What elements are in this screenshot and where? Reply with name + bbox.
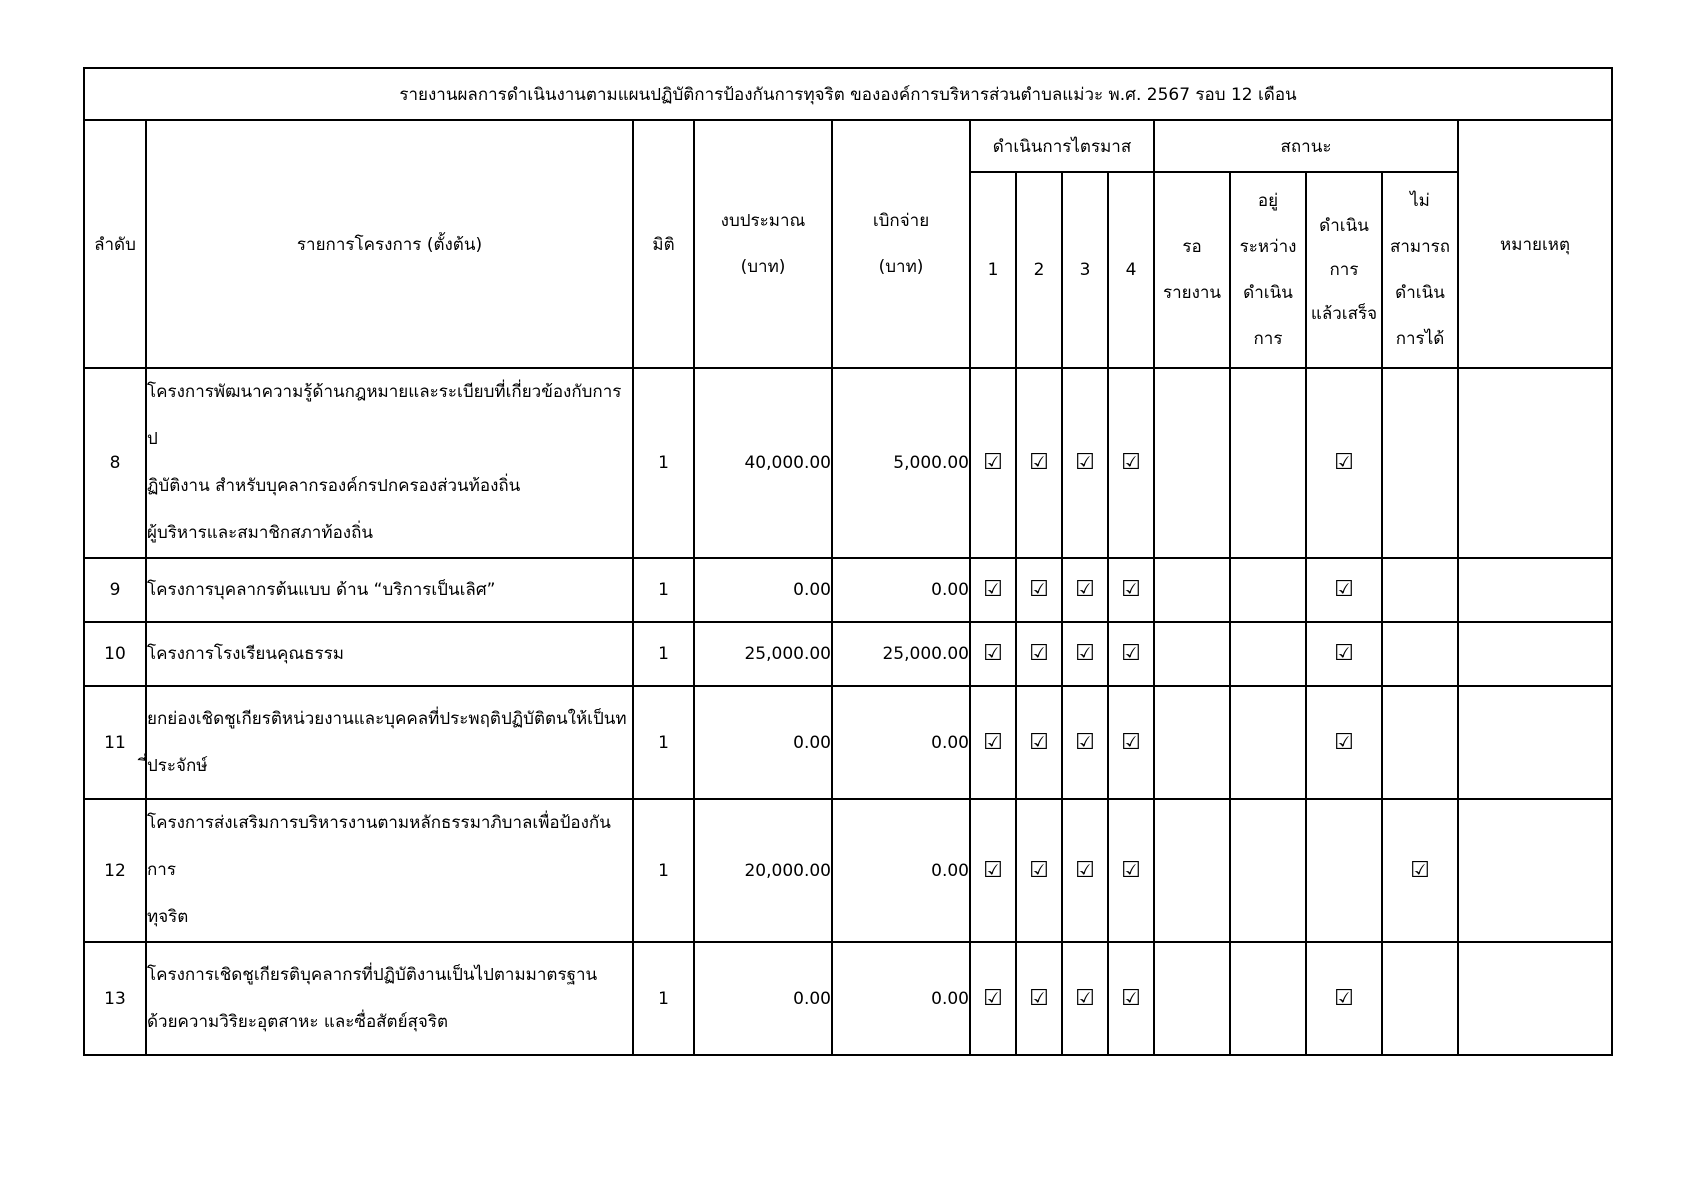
project-name-line: โครงการพัฒนาความรู้ด้านกฎหมายและระเบียบที่เกี่ยวข้องกับการป [147,382,622,449]
checkbox-checked-icon: ☑ [983,985,1003,1011]
remarks-cell [1458,799,1612,942]
remarks-cell [1458,368,1612,558]
header-status-in-progress-line: ดำเนิน [1243,283,1293,303]
quarter-3-cell [1062,368,1108,558]
status-unable-cell [1382,686,1458,799]
project-name-line: โครงการเชิดชูเกียรติบุคลากรที่ปฏิบัติงานเป็นไปตามมาตรฐาน [147,964,598,985]
project-name-line: ทุจริต [147,907,189,927]
header-budget [694,120,832,368]
row-number: 8 [84,368,146,558]
project-name-line: ี่ประจักษ์ [147,755,208,776]
report-title: รายงานผลการดำเนินงานตามแผนปฏิบัติการป้องกันการทุจริต ขององค์การบริหารส่วนตำบลแม่วะ พ.ศ. 2567 รอบ 12 เดือน [84,68,1612,120]
header-status-done-line: การ [1329,260,1359,280]
row-number: 12 [84,799,146,942]
checkbox-checked-icon: ☑ [1029,729,1049,755]
spent-value: 0.00 [832,686,970,799]
status-in-progress-cell [1230,942,1306,1055]
quarter-4-cell [1108,686,1154,799]
status-waiting-cell [1154,622,1230,686]
budget-value: 20,000.00 [694,799,832,942]
header-project: รายการโครงการ (ตั้งต้น) [146,120,633,368]
checkbox-checked-icon: ☑ [1334,577,1354,602]
status-in-progress-cell [1230,622,1306,686]
quarter-1-cell [970,686,1016,799]
status-waiting-cell [1154,558,1230,622]
quarter-4-cell [1108,799,1154,942]
table-row [84,368,1612,558]
checkbox-checked-icon: ☑ [1029,641,1049,666]
status-unable-cell [1382,558,1458,622]
checkbox-checked-icon: ☑ [1410,857,1430,883]
header-status-done-line: ดำเนิน [1319,216,1369,236]
project-name [146,622,633,686]
table-row [84,799,1612,942]
table-row [84,686,1612,799]
header-status-done [1306,172,1382,368]
spent-value: 0.00 [832,942,970,1055]
status-done-cell [1306,942,1382,1055]
quarter-2-cell [1016,942,1062,1055]
remarks-cell [1458,686,1612,799]
header-remarks: หมายเหตุ [1458,120,1612,368]
checkbox-checked-icon: ☑ [1075,577,1095,602]
checkbox-checked-icon: ☑ [1121,450,1141,475]
quarter-2-cell [1016,368,1062,558]
quarter-4-cell [1108,942,1154,1055]
header-spent-line2: (บาท) [878,257,924,277]
header-budget-line2: (บาท) [740,257,786,277]
header-status-in-progress-line: ระหว่าง [1239,237,1297,257]
quarter-1-cell [970,368,1016,558]
checkbox-checked-icon: ☑ [1121,729,1141,755]
dimension-value: 1 [633,558,694,622]
header-status-in-progress-line: การ [1253,329,1283,349]
budget-value: 0.00 [694,558,832,622]
dimension-value: 1 [633,686,694,799]
table-row [84,558,1612,622]
header-status-group: สถานะ [1154,120,1458,172]
spent-value: 0.00 [832,799,970,942]
checkbox-checked-icon: ☑ [1029,577,1049,602]
checkbox-checked-icon: ☑ [1334,729,1354,755]
row-number: 10 [84,622,146,686]
report-table [83,67,1613,1056]
quarter-1-cell [970,622,1016,686]
quarter-4-cell [1108,558,1154,622]
checkbox-checked-icon: ☑ [1029,857,1049,883]
checkbox-checked-icon: ☑ [1029,985,1049,1011]
status-in-progress-cell [1230,686,1306,799]
quarter-2-cell [1016,799,1062,942]
spent-value: 5,000.00 [832,368,970,558]
header-order: ลำดับ [84,120,146,368]
header-spent [832,120,970,368]
row-number: 11 [84,686,146,799]
status-done-cell [1306,799,1382,942]
table-row [84,622,1612,686]
project-name-line: ยกย่องเชิดชูเกียรติหน่วยงานและบุคคลที่ประพฤติปฏิบัติตนให้เป็นท [147,708,627,729]
quarter-3-cell [1062,799,1108,942]
quarter-4-cell [1108,368,1154,558]
project-name-line: ผู้บริหารและสมาชิกสภาท้องถิ่น [147,523,373,543]
status-done-cell [1306,368,1382,558]
header-quarter-1: 1 [970,172,1016,368]
header-status-unable [1382,172,1458,368]
header-status-waiting-line: รอ [1182,237,1202,257]
budget-value: 0.00 [694,686,832,799]
checkbox-checked-icon: ☑ [1075,729,1095,755]
status-waiting-cell [1154,368,1230,558]
budget-value: 0.00 [694,942,832,1055]
table-row [84,942,1612,1055]
row-number: 13 [84,942,146,1055]
checkbox-checked-icon: ☑ [983,450,1003,475]
quarter-3-cell [1062,558,1108,622]
checkbox-checked-icon: ☑ [1075,450,1095,475]
status-in-progress-cell [1230,799,1306,942]
checkbox-checked-icon: ☑ [1121,641,1141,666]
checkbox-checked-icon: ☑ [1075,985,1095,1011]
header-quarter-2: 2 [1016,172,1062,368]
project-name [146,368,633,558]
header-status-unable-line: สามารถ [1389,237,1451,257]
checkbox-checked-icon: ☑ [1075,641,1095,666]
checkbox-checked-icon: ☑ [1121,985,1141,1011]
header-quarter-group: ดำเนินการไตรมาส [970,120,1154,172]
status-in-progress-cell [1230,558,1306,622]
checkbox-checked-icon: ☑ [1075,857,1095,883]
status-waiting-cell [1154,942,1230,1055]
quarter-1-cell [970,942,1016,1055]
status-done-cell [1306,558,1382,622]
header-spent-line1: เบิกจ่าย [872,211,930,231]
header-status-waiting-line: รายงาน [1162,283,1222,303]
project-name-line: โครงการส่งเสริมการบริหารงานตามหลักธรรมาภิบาลเพื่อป้องกันการ [147,813,611,880]
header-quarter-3: 3 [1062,172,1108,368]
checkbox-checked-icon: ☑ [1334,985,1354,1011]
dimension-value: 1 [633,799,694,942]
status-done-cell [1306,686,1382,799]
checkbox-checked-icon: ☑ [1121,577,1141,602]
quarter-3-cell [1062,942,1108,1055]
quarter-2-cell [1016,558,1062,622]
status-waiting-cell [1154,686,1230,799]
checkbox-checked-icon: ☑ [983,577,1003,602]
project-name-line: โครงการโรงเรียนคุณธรรม [147,644,344,664]
status-unable-cell [1382,799,1458,942]
status-unable-cell [1382,368,1458,558]
quarter-2-cell [1016,686,1062,799]
header-quarter-4: 4 [1108,172,1154,368]
header-status-done-line: แล้วเสร็จ [1310,304,1378,324]
project-name [146,558,633,622]
project-name [146,799,633,942]
quarter-1-cell [970,558,1016,622]
project-name [146,942,633,1055]
dimension-value: 1 [633,622,694,686]
quarter-3-cell [1062,622,1108,686]
table-body [84,368,1612,1055]
remarks-cell [1458,942,1612,1055]
header-budget-line1: งบประมาณ [720,211,806,231]
project-name [146,686,633,799]
header-status-in-progress-line: อยู่ [1257,191,1279,211]
status-unable-cell [1382,942,1458,1055]
header-dimension: มิติ [633,120,694,368]
quarter-1-cell [970,799,1016,942]
header-status-waiting [1154,172,1230,368]
status-unable-cell [1382,622,1458,686]
header-status-unable-line: ดำเนิน [1395,283,1445,303]
header-status-in-progress [1230,172,1306,368]
dimension-value: 1 [633,942,694,1055]
status-done-cell [1306,622,1382,686]
checkbox-checked-icon: ☑ [1334,641,1354,666]
checkbox-checked-icon: ☑ [983,729,1003,755]
row-number: 9 [84,558,146,622]
budget-value: 40,000.00 [694,368,832,558]
checkbox-checked-icon: ☑ [983,641,1003,666]
spent-value: 25,000.00 [832,622,970,686]
budget-value: 25,000.00 [694,622,832,686]
quarter-3-cell [1062,686,1108,799]
status-waiting-cell [1154,799,1230,942]
remarks-cell [1458,622,1612,686]
project-name-line: โครงการบุคลากรต้นแบบ ด้าน “บริการเป็นเลิศ” [147,580,496,600]
checkbox-checked-icon: ☑ [983,857,1003,883]
remarks-cell [1458,558,1612,622]
header-status-unable-line: ไม่ [1410,191,1430,211]
checkbox-checked-icon: ☑ [1334,450,1354,475]
spent-value: 0.00 [832,558,970,622]
dimension-value: 1 [633,368,694,558]
project-name-line: ด้วยความวิริยะอุตสาหะ และซื่อสัตย์สุจริต [147,1011,449,1032]
status-in-progress-cell [1230,368,1306,558]
header-status-unable-line: การได้ [1395,329,1445,349]
quarter-2-cell [1016,622,1062,686]
project-name-line: ฏิบัติงาน สำหรับบุคลากรองค์กรปกครองส่วนท้องถิ่น [147,476,521,496]
checkbox-checked-icon: ☑ [1029,450,1049,475]
quarter-4-cell [1108,622,1154,686]
checkbox-checked-icon: ☑ [1121,857,1141,883]
